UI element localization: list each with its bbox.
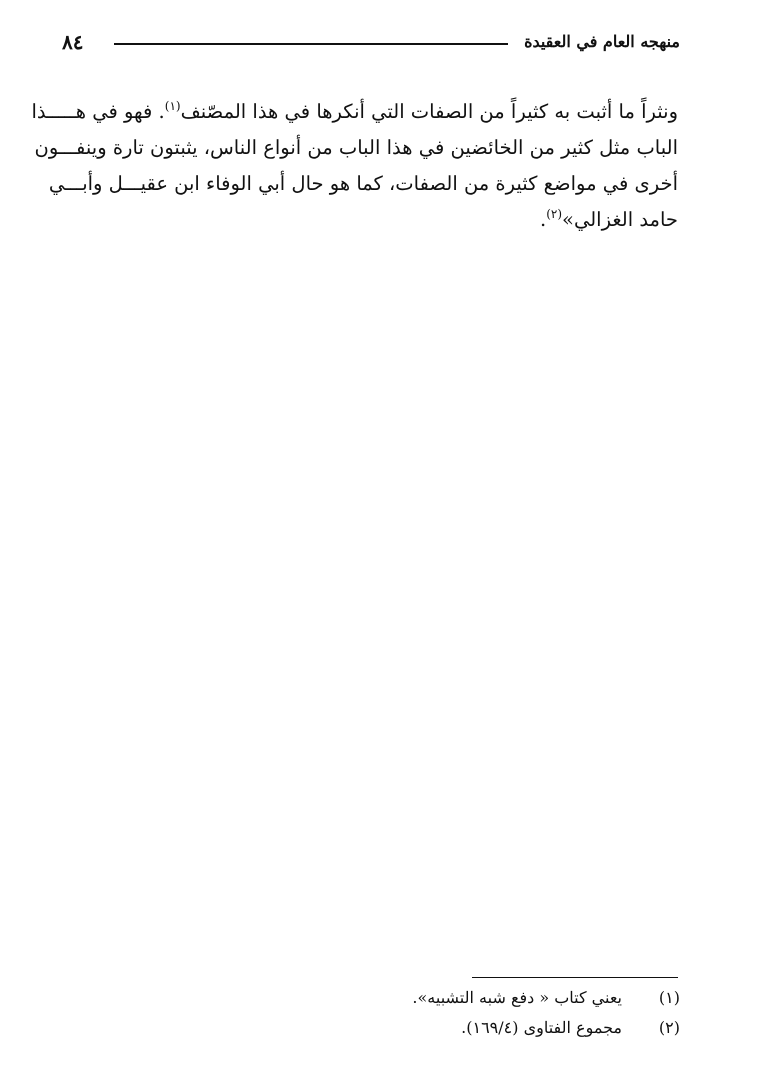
footnote-separator	[472, 977, 678, 978]
body-line-1: ونثراً ما أثبت به كثيراً من الصفات التي أنكرها في هذا المصّنف$^{(١)}$. فهو في هـــــذا	[31, 99, 678, 123]
footnote-number: (١)	[658, 988, 680, 1007]
body-line-4: حامد الغزالي»$^{(٢)}$.	[540, 207, 678, 231]
header-rule	[114, 43, 508, 45]
footnotes	[300, 988, 680, 1048]
footnote-text: يعني كتاب « دفع شبه التشبيه».	[412, 988, 622, 1007]
footnote-ref-2: (٢)	[546, 207, 563, 221]
header-title: منهجه العام في العقيدة	[524, 32, 680, 51]
footnote-text: مجموع الفتاوى (١٦٩/٤).	[461, 1018, 622, 1037]
footnote-number: (٢)	[658, 1018, 680, 1037]
footnote-2	[300, 1018, 680, 1048]
body-paragraph	[31, 94, 678, 238]
body-line-2: الباب مثل كثير من الخائضين في هذا الباب من أنواع الناس، يثبتون تارة وينفـــون	[34, 136, 678, 159]
page-number: ٨٤	[62, 30, 84, 54]
running-header	[62, 30, 680, 58]
body-line-3: أخرى في مواضع كثيرة من الصفات، كما هو حال أبي الوفاء ابن عقيـــل وأبـــي	[48, 172, 678, 195]
footnote-1	[300, 988, 680, 1018]
footnote-ref-1: (١)	[164, 99, 181, 113]
